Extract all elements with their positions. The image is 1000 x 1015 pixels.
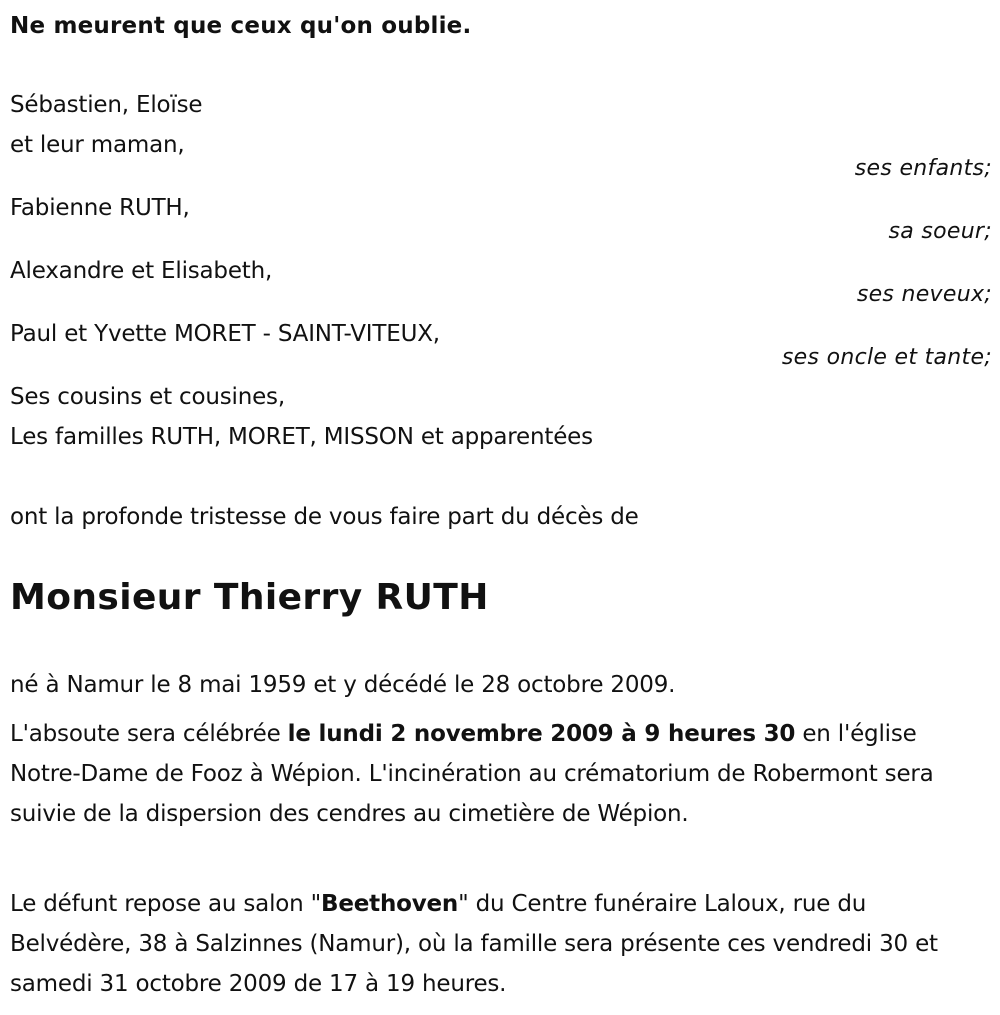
family-sister: Fabienne RUTH, <box>10 195 190 221</box>
relation-children: ses enfants; <box>854 156 992 181</box>
announcement-text: ont la profonde tristesse de vous faire part du décès de <box>10 504 639 530</box>
birth-death-text: né à Namur le 8 mai 1959 et y décédé le 28 octobre 2009. <box>10 672 676 698</box>
deceased-name: Monsieur Thierry RUTH <box>10 577 489 618</box>
relation-uncle-aunt: ses oncle et tante; <box>781 345 992 370</box>
family-children-line2: et leur maman, <box>10 132 185 158</box>
salon-name: Beethoven <box>321 891 459 917</box>
ceremony-date: le lundi 2 novembre 2009 à 9 heures 30 <box>287 721 796 747</box>
rest-suffix: " du Centre funéraire Laloux, rue du Belvédère, 38 à Salzinnes (Namur), où la famille sera présente ces vendredi 30 et samedi 31 octobre 2009 de 17 à 19 heures. <box>10 891 938 997</box>
rest-prefix: Le défunt repose au salon " <box>10 891 322 917</box>
ceremony-suffix: en l'église Notre-Dame de Fooz à Wépion. L'incinération au crématorium de Robermont sera suivie de la dispersion des cendres au cimetière de Wépion. <box>10 721 934 827</box>
family-cousins: Ses cousins et cousines, <box>10 384 285 410</box>
obituary-notice <box>10 0 992 1015</box>
ceremony-paragraph <box>10 714 992 834</box>
family-relatives: Les familles RUTH, MORET, MISSON et apparentées <box>10 424 593 450</box>
family-uncle-aunt: Paul et Yvette MORET - SAINT-VITEUX, <box>10 321 440 347</box>
relation-sister: sa soeur; <box>888 219 992 244</box>
family-children-line1: Sébastien, Eloïse <box>10 92 203 118</box>
ceremony-prefix: L'absoute sera célébrée <box>10 721 288 747</box>
rest-paragraph <box>10 884 992 1004</box>
relation-nephews: ses neveux; <box>856 282 992 307</box>
motto: Ne meurent que ceux qu'on oublie. <box>10 13 472 39</box>
family-nephews: Alexandre et Elisabeth, <box>10 258 273 284</box>
